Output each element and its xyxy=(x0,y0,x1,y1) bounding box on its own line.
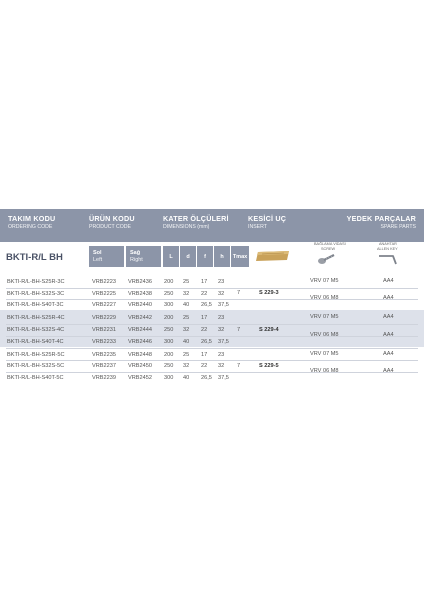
cell-f: 17 xyxy=(201,351,208,358)
cell-right: VRB2448 xyxy=(128,351,152,358)
tmax-value: 7 xyxy=(237,290,241,297)
product-code-subtitle: PRODUCT CODE xyxy=(89,224,131,230)
insert-code: S 229-4 xyxy=(259,326,279,333)
column-tmax: Tmax xyxy=(231,246,249,267)
spare-parts-subtitle: SPARE PARTS xyxy=(380,224,416,230)
cell-h: 37,5 xyxy=(218,338,229,345)
cell-l: 300 xyxy=(164,302,174,309)
cell-l: 250 xyxy=(164,290,174,297)
cell-right: VRB2440 xyxy=(128,302,152,309)
spare-parts-title: YEDEK PARÇALAR xyxy=(346,214,416,223)
screw-icon xyxy=(312,244,342,268)
table-row xyxy=(0,324,424,336)
product-code-header xyxy=(89,214,135,230)
table-row xyxy=(0,276,424,288)
cell-left: VRB2239 xyxy=(92,374,116,381)
column-h: h xyxy=(214,246,230,267)
cell-right: VRB2438 xyxy=(128,290,152,297)
cell-right: VRB2436 xyxy=(128,279,152,285)
cell-code: BKTI-R/L-BH-S32S-5C xyxy=(7,363,65,370)
cell-d: 25 xyxy=(183,315,190,322)
key-code: AA4 xyxy=(383,331,394,338)
cell-right: VRB2450 xyxy=(128,363,152,370)
cell-left: VRB2233 xyxy=(92,338,116,345)
cell-f: 17 xyxy=(201,315,208,322)
cell-d: 32 xyxy=(183,326,190,333)
cell-code: BKTI-R/L-BH-S32S-4C xyxy=(7,326,65,333)
cell-l: 200 xyxy=(164,315,174,322)
spare-parts-header xyxy=(347,214,416,230)
cell-h: 32 xyxy=(218,326,225,333)
cell-code: BKTI-R/L-BH-S40T-3C xyxy=(7,302,64,309)
cell-h: 32 xyxy=(218,363,225,370)
cell-h: 37,5 xyxy=(218,374,229,381)
column-left xyxy=(89,246,124,267)
screw-label-en: SCREW xyxy=(321,247,336,251)
tmax-value: 7 xyxy=(237,326,241,333)
cell-left: VRB2223 xyxy=(92,279,116,285)
cell-left: VRB2225 xyxy=(92,290,116,297)
cell-code: BKTI-R/L-BH-S25R-4C xyxy=(7,315,65,322)
series-title: BKTI-R/L BH xyxy=(6,252,63,263)
cell-f: 26,5 xyxy=(201,302,212,309)
cell-l: 300 xyxy=(164,374,174,381)
allen-key-icon xyxy=(372,244,402,268)
cell-f: 26,5 xyxy=(201,338,212,345)
cell-d: 40 xyxy=(183,374,190,381)
screw-code: VRV 06 M8 xyxy=(310,368,339,374)
cell-f: 26,5 xyxy=(201,374,212,381)
cell-right: VRB2444 xyxy=(128,326,152,333)
dimensions-subtitle: DIMENSIONS (mm) xyxy=(163,224,210,230)
ordering-code-header xyxy=(8,214,55,230)
insert-image xyxy=(254,250,292,262)
ordering-code-subtitle: ORDERING CODE xyxy=(8,224,53,230)
cell-d: 25 xyxy=(183,351,190,358)
key-code: AA4 xyxy=(383,368,394,374)
cell-f: 17 xyxy=(201,279,208,285)
cell-d: 32 xyxy=(183,290,190,297)
cell-l: 200 xyxy=(164,351,174,358)
cell-h: 23 xyxy=(218,279,225,285)
screw-label-tr: BAĞLAMA VİDASI xyxy=(314,242,346,246)
column-f: f xyxy=(197,246,213,267)
cell-left: VRB2229 xyxy=(92,315,116,322)
insert-code: S 229-3 xyxy=(259,290,279,297)
cell-h: 23 xyxy=(218,351,225,358)
column-left-tr: Sol xyxy=(93,249,102,256)
cell-f: 22 xyxy=(201,290,208,297)
table-row xyxy=(0,372,424,384)
key-code: AA4 xyxy=(383,350,394,357)
screw-code: VRV 06 M8 xyxy=(310,331,339,338)
cell-left: VRB2237 xyxy=(92,363,116,370)
key-code: AA4 xyxy=(383,278,394,284)
cell-f: 22 xyxy=(201,326,208,333)
key-label-en: ALLEN KEY xyxy=(377,247,398,251)
key-code: AA4 xyxy=(383,295,394,302)
screw-code: VRV 07 M5 xyxy=(310,350,339,357)
ordering-code-title: TAKIM KODU xyxy=(8,214,56,223)
key-code: AA4 xyxy=(383,314,394,321)
table-row xyxy=(0,349,424,361)
key-label-tr: ANAHTAR xyxy=(379,242,397,246)
cell-left: VRB2231 xyxy=(92,326,116,333)
cell-h: 23 xyxy=(218,315,225,322)
cell-d: 40 xyxy=(183,338,190,345)
tmax-value: 7 xyxy=(237,363,241,369)
insert-code: S 229-5 xyxy=(259,363,279,369)
cell-left: VRB2235 xyxy=(92,351,116,358)
cell-right: VRB2442 xyxy=(128,315,152,322)
cell-h: 32 xyxy=(218,290,225,297)
insert-header xyxy=(248,214,286,230)
product-code-title: ÜRÜN KODU xyxy=(89,214,135,223)
cell-code: BKTI-R/L-BH-S40T-4C xyxy=(7,338,64,345)
cell-l: 200 xyxy=(164,279,174,285)
cell-right: VRB2452 xyxy=(128,374,152,381)
cell-d: 40 xyxy=(183,302,190,309)
table-row xyxy=(0,299,424,311)
cell-code: BKTI-R/L-BH-S32S-3C xyxy=(7,290,65,297)
cell-code: BKTI-R/L-BH-S25R-3C xyxy=(7,279,65,285)
screw-code: VRV 07 M5 xyxy=(310,278,339,284)
cell-l: 300 xyxy=(164,338,174,345)
dimensions-header xyxy=(163,214,229,230)
cell-d: 32 xyxy=(183,363,190,370)
screw-code: VRV 06 M8 xyxy=(310,295,339,302)
table-row xyxy=(0,312,424,324)
screw-code: VRV 07 M5 xyxy=(310,314,339,321)
column-right-en: Right xyxy=(130,256,143,263)
insert-title: KESİCİ UÇ xyxy=(248,214,287,223)
column-L: L xyxy=(163,246,179,267)
column-right xyxy=(126,246,161,267)
cell-l: 250 xyxy=(164,326,174,333)
dimensions-title: KATER ÖLÇÜLERİ xyxy=(163,214,229,223)
table-row xyxy=(0,336,424,348)
cell-d: 25 xyxy=(183,279,190,285)
table-header-band xyxy=(0,209,424,242)
table-row xyxy=(0,360,424,372)
column-d: d xyxy=(180,246,196,267)
cell-left: VRB2227 xyxy=(92,302,116,309)
cell-code: BKTI-R/L-BH-S40T-5C xyxy=(7,374,64,381)
table-row xyxy=(0,288,424,300)
insert-subtitle: INSERT xyxy=(248,224,267,230)
cell-l: 250 xyxy=(164,363,174,370)
cell-f: 22 xyxy=(201,363,208,370)
cell-right: VRB2446 xyxy=(128,338,152,345)
cell-code: BKTI-R/L-BH-S25R-5C xyxy=(7,351,65,358)
cell-h: 37,5 xyxy=(218,302,229,309)
column-left-en: Left xyxy=(93,256,103,263)
column-right-tr: Sağ xyxy=(130,249,141,256)
